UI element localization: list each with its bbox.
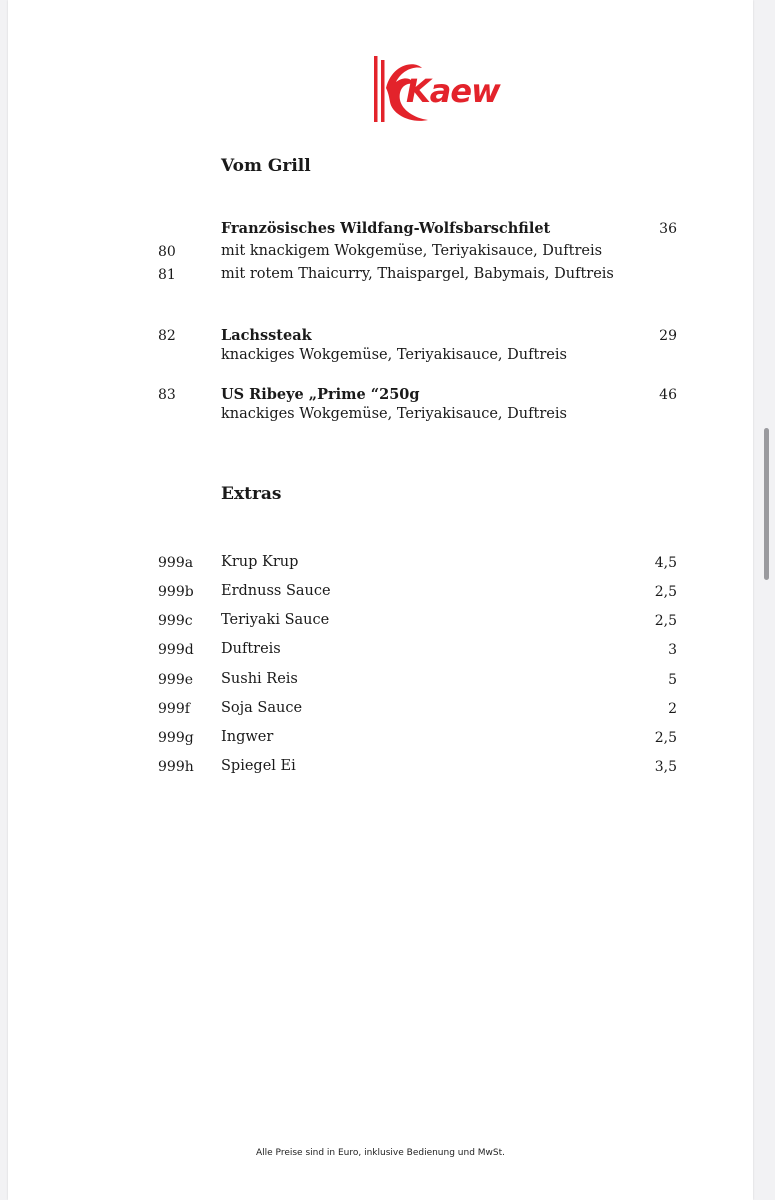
- dish-name-wolfsbarsch: Französisches Wildfang-Wolfsbarschfilet: [221, 220, 551, 237]
- dish-price-wolfsbarsch: 36: [659, 221, 677, 237]
- extra-number: 999g: [158, 730, 194, 746]
- extra-price: 2,5: [654, 584, 677, 600]
- dish-number-81: 81: [158, 267, 176, 283]
- extra-name: Teriyaki Sauce: [221, 612, 330, 628]
- extra-number: 999c: [158, 613, 193, 629]
- scrollbar-thumb[interactable]: [764, 428, 769, 580]
- dish-name-ribeye: US Ribeye „Prime “250g: [221, 386, 420, 403]
- extra-price: 3: [668, 642, 677, 658]
- dish-number-82: 82: [158, 328, 176, 344]
- extra-price: 2,5: [654, 613, 677, 629]
- dish-price-lachssteak: 29: [659, 328, 677, 344]
- logo-text: Kaew: [406, 72, 500, 110]
- dish-desc-ribeye: knackiges Wokgemüse, Teriyakisauce, Duftreis: [221, 406, 567, 422]
- extra-number: 999a: [158, 555, 194, 571]
- extra-price: 3,5: [654, 759, 677, 775]
- extra-number: 999d: [158, 642, 194, 658]
- extra-number: 999e: [158, 672, 194, 688]
- extra-name: Soja Sauce: [221, 700, 303, 716]
- extra-price: 2: [668, 701, 677, 717]
- dish-price-ribeye: 46: [659, 387, 677, 403]
- kaew-logo: [370, 54, 500, 128]
- extra-name: Ingwer: [221, 729, 274, 745]
- price-footnote: Alle Preise sind in Euro, inklusive Bedienung und MwSt.: [256, 1148, 505, 1158]
- extra-name: Krup Krup: [221, 554, 299, 570]
- extra-number: 999b: [158, 584, 194, 600]
- extra-name: Sushi Reis: [221, 671, 298, 687]
- dish-number-83: 83: [158, 387, 176, 403]
- dish-number-80: 80: [158, 244, 176, 260]
- section-title-extras: Extras: [221, 484, 282, 504]
- extra-number: 999f: [158, 701, 190, 717]
- menu-page: [8, 0, 753, 1200]
- extra-price: 5: [668, 672, 677, 688]
- section-title-vom-grill: Vom Grill: [221, 156, 311, 176]
- extra-price: 2,5: [654, 730, 677, 746]
- dish-name-lachssteak: Lachssteak: [221, 327, 312, 344]
- dish-desc-lachssteak: knackiges Wokgemüse, Teriyakisauce, Duftreis: [221, 347, 567, 363]
- extra-name: Erdnuss Sauce: [221, 583, 331, 599]
- extra-price: 4,5: [654, 555, 677, 571]
- extra-number: 999h: [158, 759, 194, 775]
- dish-option-81: mit rotem Thaicurry, Thaispargel, Babymais, Duftreis: [221, 266, 614, 282]
- dish-option-80: mit knackigem Wokgemüse, Teriyakisauce, Duftreis: [221, 243, 603, 259]
- extra-name: Duftreis: [221, 641, 281, 657]
- extra-name: Spiegel Ei: [221, 758, 296, 774]
